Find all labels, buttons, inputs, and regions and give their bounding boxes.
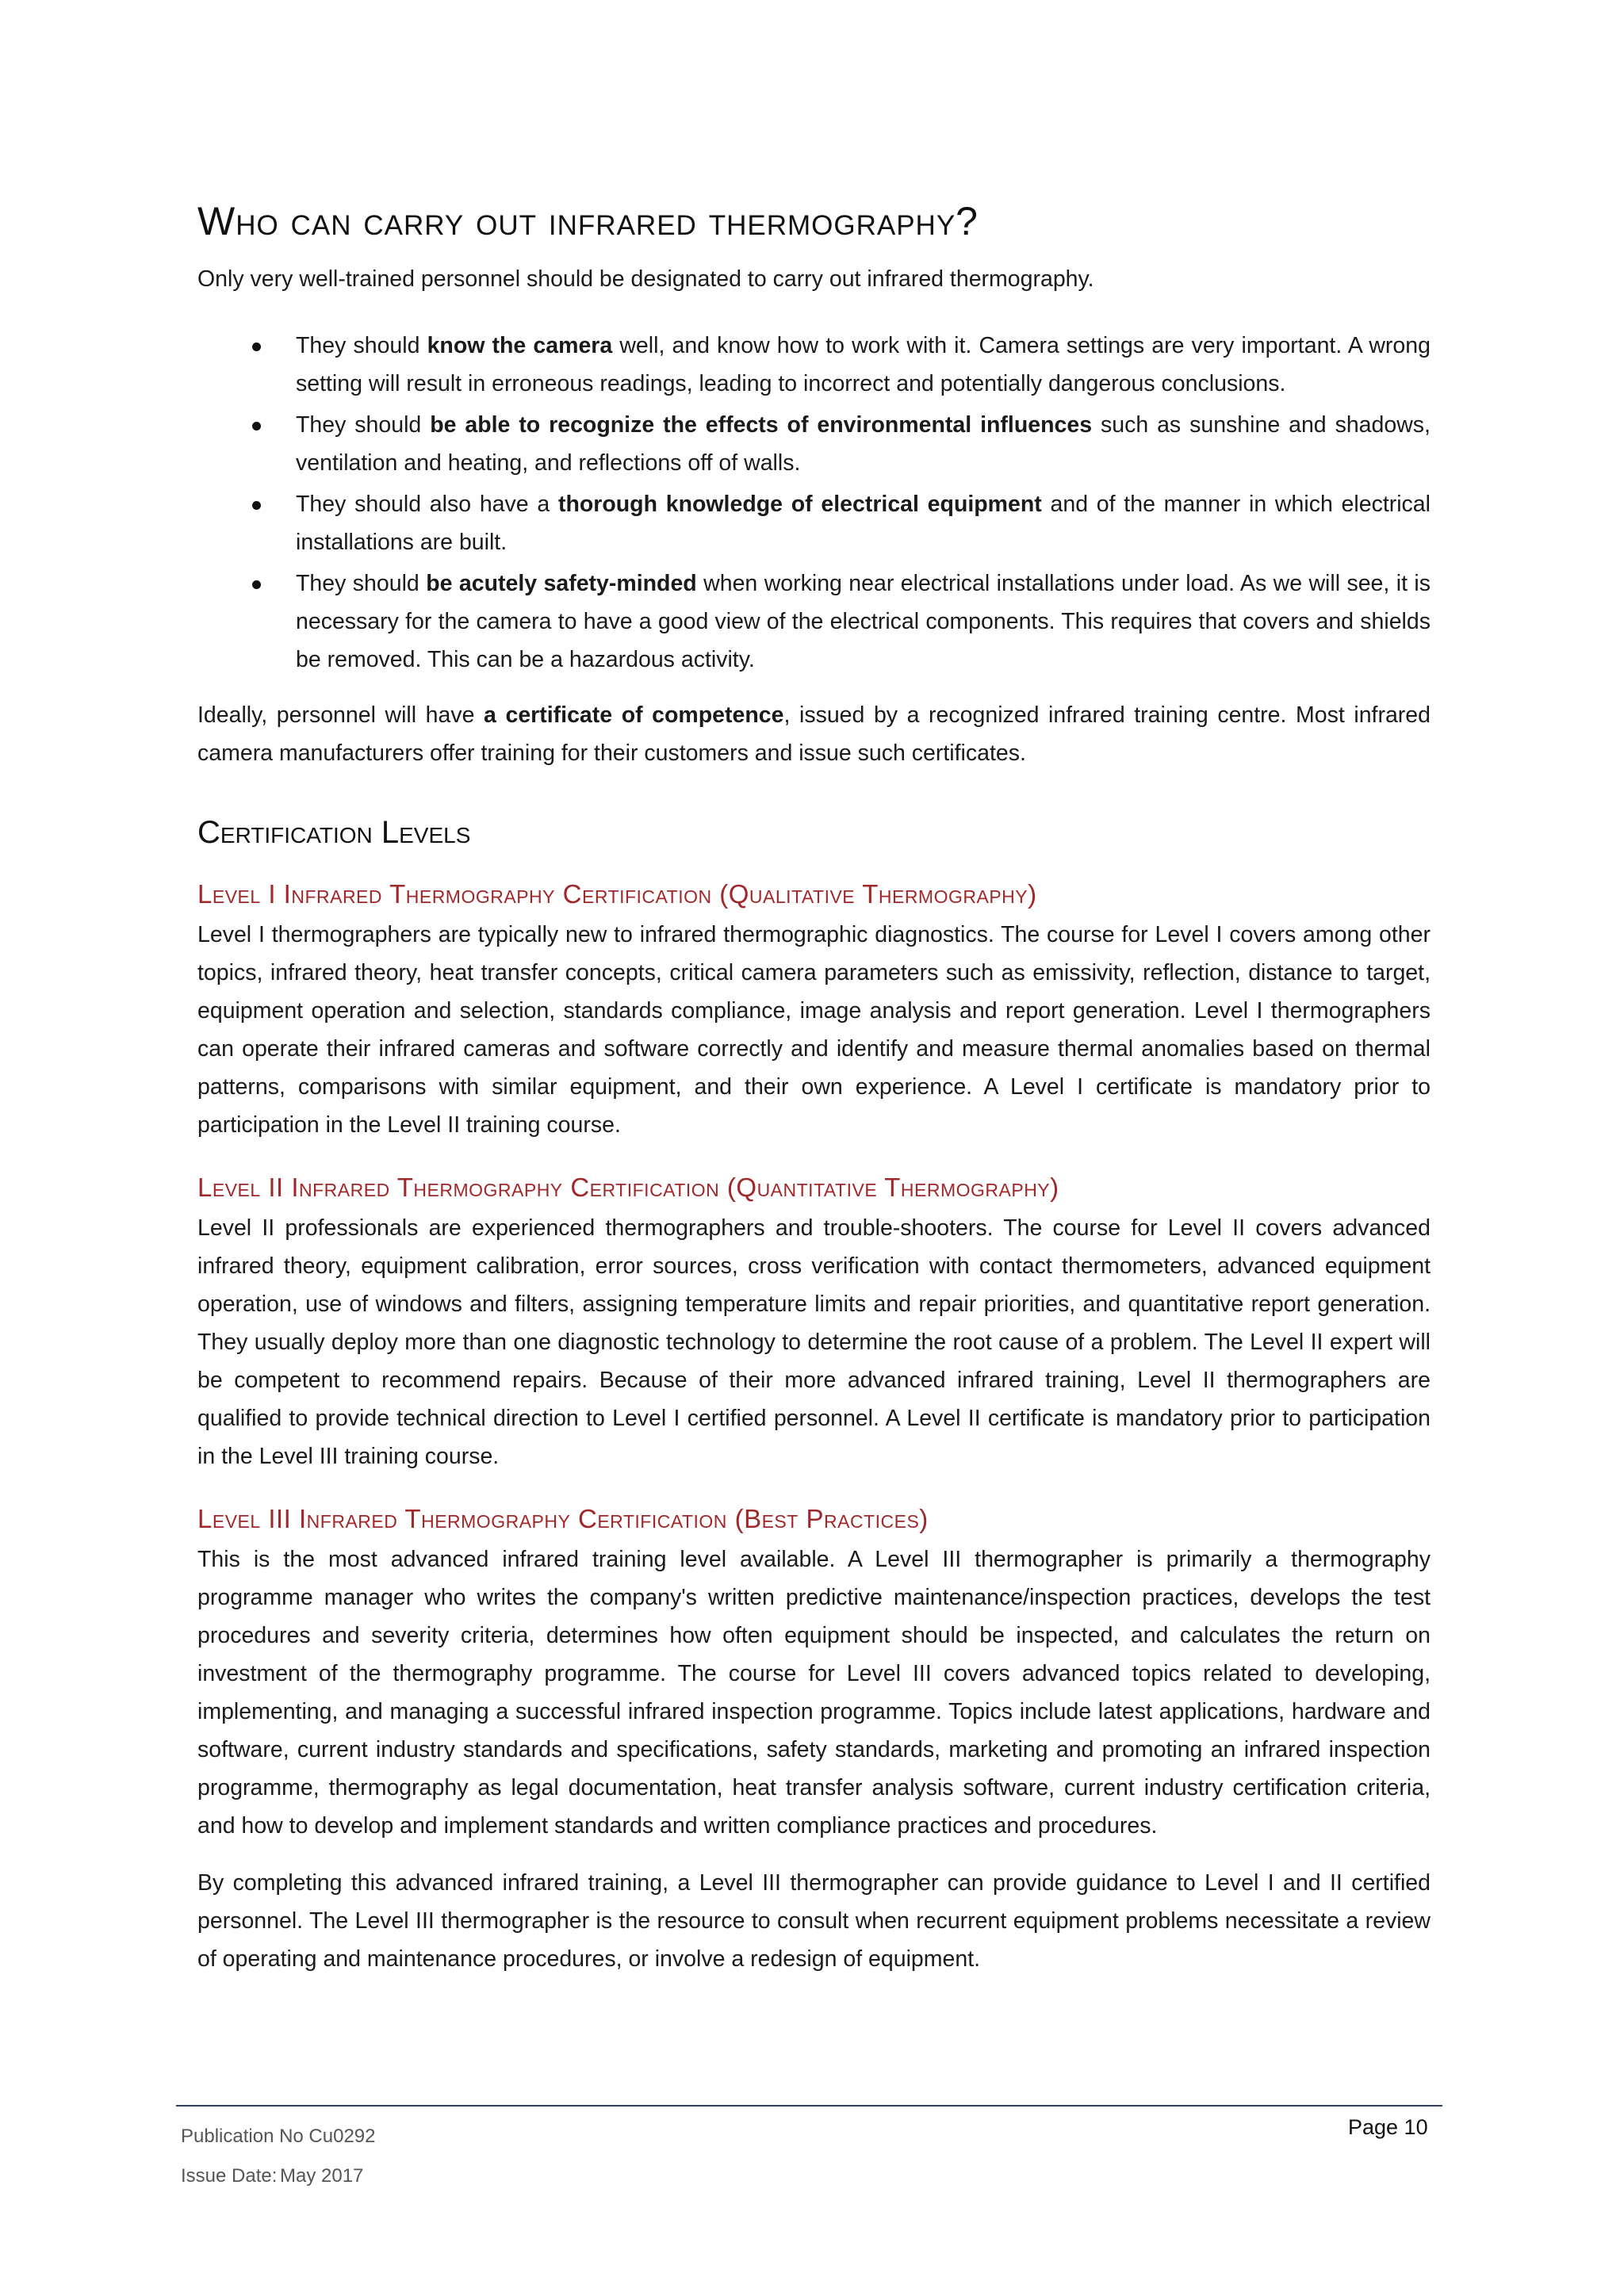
issue-date: Issue Date: May 2017 <box>181 2165 364 2187</box>
level-3-summary-paragraph: By completing this advanced infrared training, a Level III thermographer can provide guidance to Level I and II certified personnel. The Level III thermographer is the resource to consult when recurrent equipment problems necessitate a review of operating and maintenance procedures, or involve a redesign of equipment. <box>197 1870 1431 1972</box>
footer-divider <box>176 2105 1442 2107</box>
level-1-heading: Level I Infrared Thermography Certification (Qualitative Thermography) <box>197 879 1037 909</box>
list-item: They should also have a thorough knowledge of electrical equipment and of the manner in which electrical installations are built. <box>197 485 1431 561</box>
bullet-icon <box>252 580 261 589</box>
section-heading: Certification Levels <box>197 815 471 850</box>
footer-publication-info <box>181 2117 376 2196</box>
bullet-icon <box>252 422 261 430</box>
bullet-icon <box>252 342 261 351</box>
qualification-list <box>197 327 1431 679</box>
bullet-icon <box>252 501 261 510</box>
level-3-paragraph: This is the most advanced infrared training level available. A Level III thermographer is primarily a thermography programme manager who writes the company's written predictive maintenance/inspection practices, develops the test procedures and severity criteria, determines how often equipment should be inspected, and calculates the return on investment of the thermography programme. The course for Level III covers advanced topics related to developing, implementing, and managing a successful infrared inspection programme. Topics include latest applications, hardware and software, current industry standards and specifications, safety standards, marketing and promoting an infrared inspection programme, thermography as legal documentation, heat transfer analysis software, current industry certification criteria, and how to develop and implement standards and written compliance practices and procedures. <box>197 1547 1431 1839</box>
intro-paragraph: Only very well-trained personnel should be designated to carry out infrared thermography. <box>197 266 1094 292</box>
level-2-paragraph: Level II professionals are experienced thermographers and trouble-shooters. The course for Level II covers advanced infrared theory, equipment calibration, error sources, cross verification with contact thermometers, advanced equipment operation, use of windows and filters, assigning temperature limits and repair priorities, and quantitative report generation. They usually deploy more than one diagnostic technology to determine the root cause of a problem. The Level II expert will be competent to recommend repairs. Because of their more advanced infrared training, Level II thermographers are qualified to provide technical direction to Level I certified personnel. A Level II certificate is mandatory prior to participation in the Level III training course. <box>197 1215 1431 1469</box>
level-2-heading: Level II Infrared Thermography Certification (Quantitative Thermography) <box>197 1173 1059 1202</box>
list-item: They should be able to recognize the effects of environmental influences such as sunshine and shadows, ventilation and heating, and reflections off of walls. <box>197 406 1431 482</box>
list-item: They should be acutely safety-minded when working near electrical installations under load. As we will see, it is necessary for the camera to have a good view of the electrical components. This requires that covers and shields be removed. This can be a hazardous activity. <box>197 564 1431 679</box>
publication-number: Publication No Cu0292 <box>181 2126 376 2147</box>
level-3-heading: Level III Infrared Thermography Certification (Best Practices) <box>197 1504 929 1533</box>
list-item: They should know the camera well, and know how to work with it. Camera settings are very important. A wrong setting will result in erroneous readings, leading to incorrect and potentially dangerous conclusions. <box>197 327 1431 403</box>
level-1-paragraph: Level I thermographers are typically new to infrared thermographic diagnostics. The course for Level I covers among other topics, infrared theory, heat transfer concepts, critical camera parameters such as emissivity, reflection, distance to target, equipment operation and selection, standards compliance, image analysis and report generation. Level I thermographers can operate their infrared cameras and software correctly and identify and measure thermal anomalies based on thermal patterns, comparisons with similar equipment, and their own experience. A Level I certificate is mandatory prior to participation in the Level II training course. <box>197 922 1431 1138</box>
certificate-paragraph: Ideally, personnel will have a certificate of competence, issued by a recognized infrared training centre. Most infrared camera manufacturers offer training for their customers and issue such certificates. <box>197 702 1431 766</box>
page-title: Who can carry out infrared thermography? <box>197 199 979 243</box>
page-content <box>197 198 1431 1978</box>
page-number: Page 10 <box>1348 2115 1428 2139</box>
